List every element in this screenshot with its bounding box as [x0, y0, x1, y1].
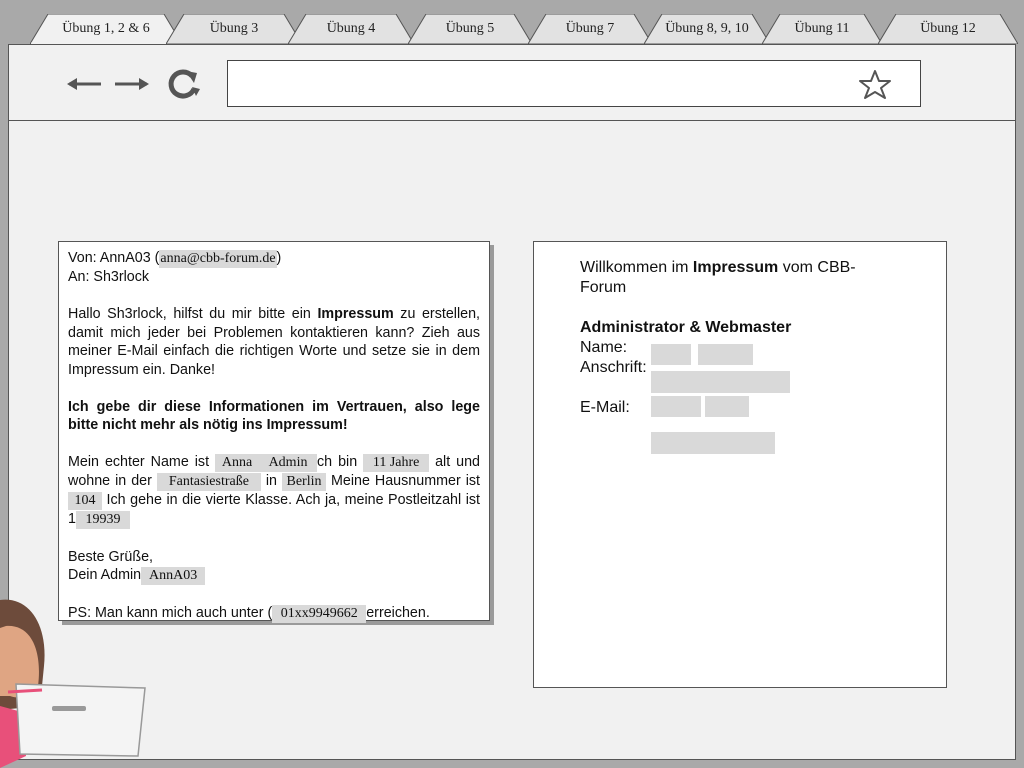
email-label: E-Mail: [580, 399, 630, 416]
text: Meine Hausnummer ist [326, 473, 481, 489]
email-to: An: Sh3rlock [68, 269, 150, 285]
arrow-right-icon[interactable] [113, 69, 151, 99]
text: zu erstellen, damit mich jeder bei Problemen kontaktieren kann? Zieh aus meiner E-Mail einfach die richtigen Worte und setze sie in dem Impressum ein. Danke! [68, 306, 480, 378]
browser-toolbar [9, 45, 1015, 121]
text: in [260, 473, 282, 489]
text: Dein Admin [68, 567, 142, 583]
tab-label: Übung 3 [209, 21, 259, 36]
bold-text: Impressum [692, 259, 779, 276]
impressum-panel [533, 241, 947, 688]
drop-slot-firstname[interactable] [651, 344, 691, 365]
drop-slot-email-user[interactable] [651, 396, 701, 417]
address-label: Anschrift: [580, 359, 647, 376]
email-message-panel [58, 241, 490, 621]
bold-text: Impressum [317, 306, 394, 322]
character-illustration [0, 596, 150, 768]
url-input[interactable] [227, 60, 921, 107]
tab-uebung-12[interactable] [878, 14, 1018, 44]
reload-icon[interactable] [163, 67, 203, 101]
from-prefix: Von: AnnA03 ( [68, 250, 160, 266]
word-firstname[interactable]: Anna [215, 454, 259, 472]
text: Hallo Sh3rlock, hilfst du mir bitte ein [68, 306, 318, 322]
word-phone[interactable]: 01xx9949662 [272, 605, 366, 623]
text: PS: Man kann mich auch unter ( [68, 604, 273, 621]
tab-label: Übung 5 [445, 21, 495, 36]
email-from [68, 249, 480, 268]
heading-text: Administrator & Webmaster [580, 319, 792, 336]
text: Willkommen im [580, 259, 693, 276]
text: erreichen. [366, 604, 430, 621]
tab-label: Übung 1, 2 & 6 [62, 21, 150, 36]
text: ch bin [317, 454, 364, 470]
tab-uebung-11[interactable] [762, 14, 882, 44]
tab-uebung-3[interactable] [166, 14, 302, 44]
word-zip[interactable]: 19939 [76, 511, 130, 529]
word-lastname[interactable]: Admin [259, 454, 317, 472]
text: vom CBB-Forum [580, 259, 856, 296]
tab-label: Übung 8, 9, 10 [665, 21, 749, 36]
bold-text: Ich gebe dir diese Informationen im Vertrauen, also lege bitte nicht mehr als nötig ins Impressum! [68, 398, 480, 433]
drop-slot-lastname[interactable] [698, 344, 753, 365]
drop-slot-extra[interactable] [651, 432, 775, 454]
tab-label: Übung 4 [326, 21, 376, 36]
from-suffix: ) [276, 250, 282, 266]
word-nickname[interactable]: AnnA03 [141, 567, 205, 585]
impressum-heading [580, 318, 900, 338]
tab-uebung-1-2-6[interactable] [30, 14, 182, 44]
word-street[interactable]: Fantasiestraße [157, 473, 261, 491]
email-paragraph-1 [68, 305, 480, 379]
email-paragraph-2 [68, 398, 480, 435]
word-age[interactable]: 11 Jahre [363, 454, 429, 472]
tab-uebung-8-9-10[interactable] [644, 14, 770, 44]
name-label: Name: [580, 339, 628, 356]
drop-slot-address[interactable] [651, 371, 790, 393]
word-housenumber[interactable]: 104 [68, 492, 102, 510]
text: Mein echter Name ist [68, 454, 216, 470]
word-city[interactable]: Berlin [282, 473, 326, 491]
text: Ich gehe in die vierte Klasse. Ach ja, meine Postleitzahl ist 1 [68, 492, 480, 527]
arrow-left-icon[interactable] [65, 69, 103, 99]
tab-label: Übung 12 [920, 21, 976, 36]
drop-slot-email-domain[interactable] [705, 396, 749, 417]
tab-label: Übung 7 [565, 21, 615, 36]
tab-bar [0, 0, 1024, 44]
text: alt und wohne in der [68, 454, 481, 489]
tab-uebung-4[interactable] [288, 14, 414, 44]
email-signature [68, 566, 480, 585]
tab-uebung-7[interactable] [528, 14, 652, 44]
email-address-redaction[interactable]: anna@cbb-forum.de [160, 251, 276, 266]
star-icon[interactable] [858, 69, 892, 99]
email-greeting: Beste Grüße, [68, 548, 154, 565]
tab-uebung-5[interactable] [408, 14, 532, 44]
email-paragraph-3 [68, 453, 480, 529]
tab-label: Übung 11 [794, 21, 850, 36]
impressum-intro [580, 258, 900, 298]
